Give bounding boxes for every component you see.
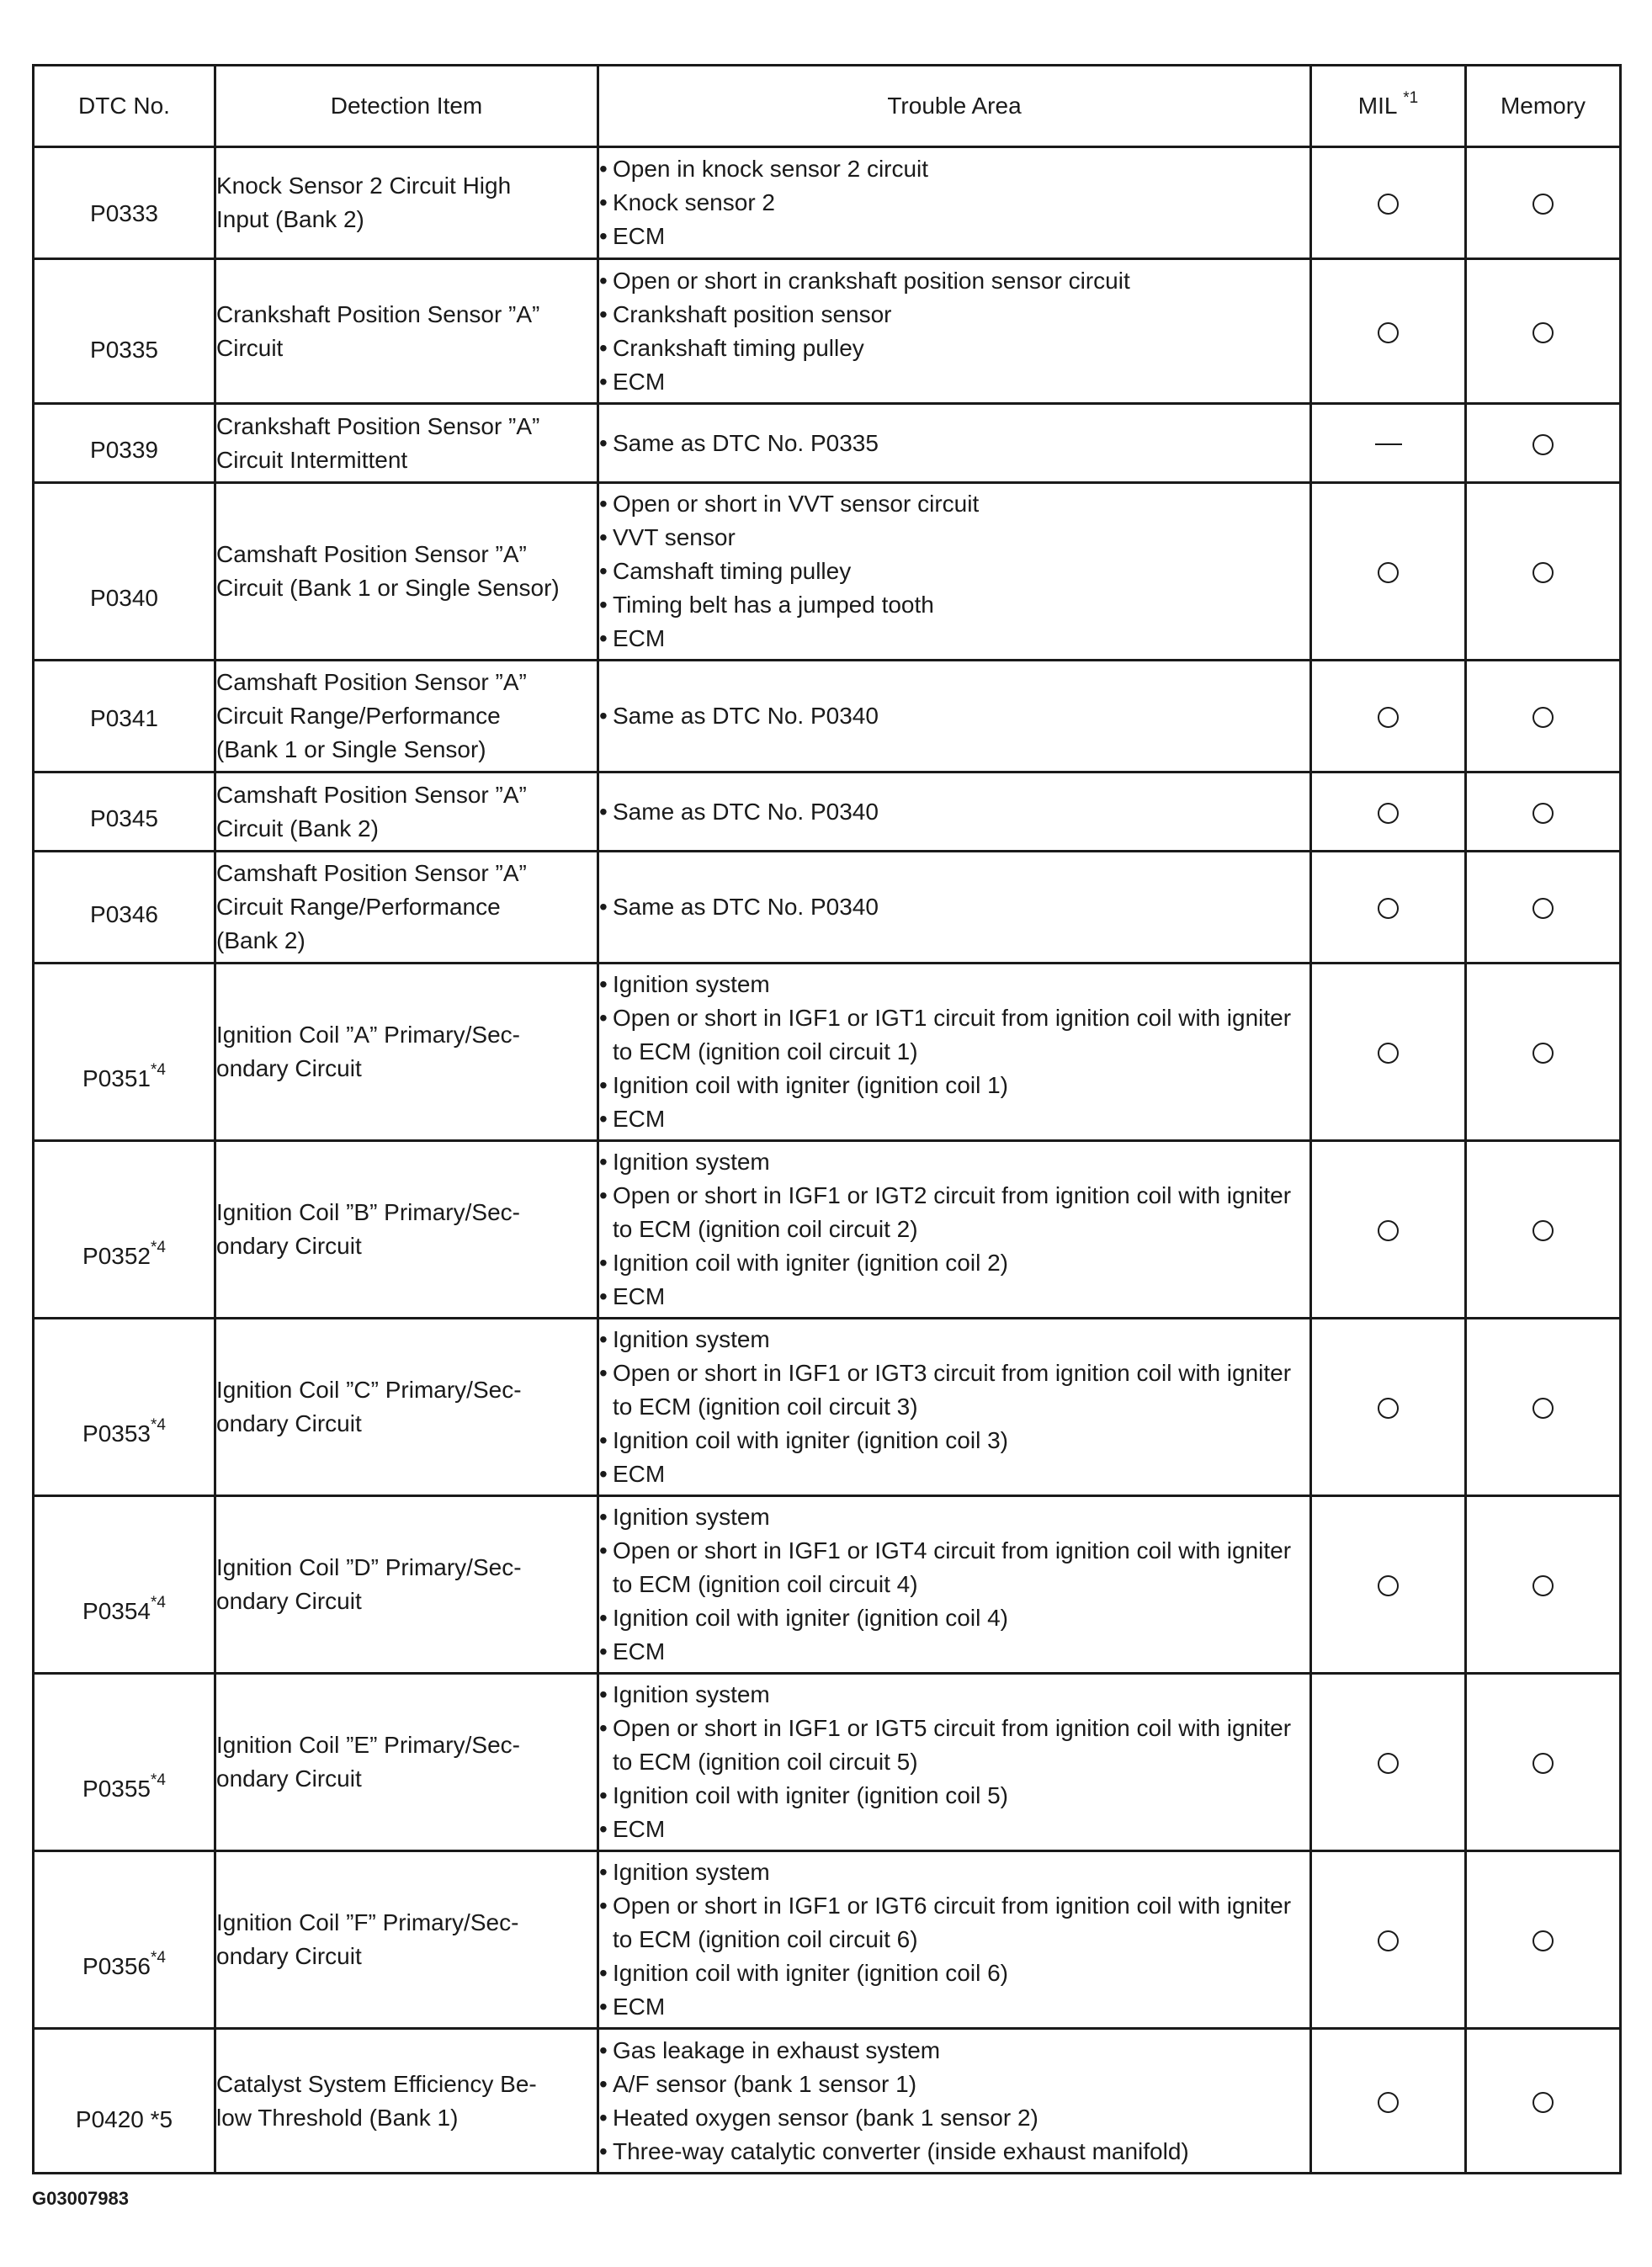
mil-circle-icon xyxy=(1378,707,1399,728)
trouble-area-cell xyxy=(598,964,1311,1141)
dtc-code-cell xyxy=(34,852,215,964)
dtc-code: P0352 xyxy=(82,1242,151,1269)
dtc-footnote: *4 xyxy=(151,1594,166,1612)
memory-cell xyxy=(1466,1674,1621,1851)
detection-item-line: Circuit (Bank 1 or Single Sensor) xyxy=(216,575,560,601)
memory-circle-icon xyxy=(1532,194,1554,215)
detection-item-cell xyxy=(215,1141,598,1319)
detection-item-line: Input (Bank 2) xyxy=(216,206,364,232)
detection-item-line: ondary Circuit xyxy=(216,1055,362,1081)
memory-circle-icon xyxy=(1532,2092,1554,2113)
detection-item-line: Ignition Coil ”B” Primary/Sec- xyxy=(216,1199,520,1225)
detection-item-line: Ignition Coil ”F” Primary/Sec- xyxy=(216,1909,519,1935)
trouble-area-cell xyxy=(598,259,1311,404)
trouble-area-item: • VVT sensor xyxy=(599,521,1309,555)
detection-item-cell xyxy=(215,1851,598,2029)
detection-item-cell xyxy=(215,147,598,259)
mil-cell xyxy=(1311,1319,1466,1496)
memory-cell xyxy=(1466,1141,1621,1319)
dtc-footnote: *4 xyxy=(151,1771,166,1790)
detection-item-line: Ignition Coil ”E” Primary/Sec- xyxy=(216,1732,520,1758)
memory-cell xyxy=(1466,404,1621,483)
memory-circle-icon xyxy=(1532,1043,1554,1064)
trouble-area-item: • Ignition system xyxy=(599,1856,1309,1889)
mil-cell xyxy=(1311,2029,1466,2174)
trouble-area-item: • ECM xyxy=(599,220,1309,253)
dtc-code: P0335 xyxy=(90,337,158,363)
mil-dash-icon xyxy=(1375,443,1402,445)
trouble-area-item: • Gas leakage in exhaust system xyxy=(599,2034,1309,2068)
detection-item-cell xyxy=(215,1674,598,1851)
trouble-area-item: • Same as DTC No. P0340 xyxy=(599,890,1309,924)
detection-item-line: Circuit Range/Performance xyxy=(216,894,501,920)
mil-cell xyxy=(1311,259,1466,404)
trouble-area-item: • Same as DTC No. P0340 xyxy=(599,699,1309,733)
detection-item-line: low Threshold (Bank 1) xyxy=(216,2104,459,2131)
trouble-area-item: • Three-way catalytic converter (inside exhaust manifold) xyxy=(599,2135,1309,2169)
mil-cell xyxy=(1311,404,1466,483)
dtc-code: P0346 xyxy=(90,900,158,927)
mil-cell xyxy=(1311,852,1466,964)
memory-circle-icon xyxy=(1532,1930,1554,1951)
detection-item-line: Crankshaft Position Sensor ”A” xyxy=(216,412,540,439)
memory-cell xyxy=(1466,1496,1621,1674)
memory-circle-icon xyxy=(1532,434,1554,455)
trouble-area-cell xyxy=(598,1141,1311,1319)
dtc-code-cell xyxy=(34,1319,215,1496)
detection-item-line: Circuit (Bank 2) xyxy=(216,815,379,841)
header-mil-label: MIL xyxy=(1357,93,1397,119)
trouble-area-item: • Ignition coil with igniter (ignition coil 4) xyxy=(599,1601,1309,1635)
dtc-code: P0420 *5 xyxy=(75,2106,173,2132)
trouble-area-item: • Camshaft timing pulley xyxy=(599,555,1309,588)
detection-item-line: Crankshaft Position Sensor ”A” xyxy=(216,300,540,327)
mil-circle-icon xyxy=(1378,1043,1399,1064)
dtc-code-cell xyxy=(34,404,215,483)
table-row xyxy=(34,1674,1621,1851)
memory-cell xyxy=(1466,1851,1621,2029)
dtc-code: P0341 xyxy=(90,705,158,731)
table-row xyxy=(34,1319,1621,1496)
mil-circle-icon xyxy=(1378,1575,1399,1596)
detection-item-cell xyxy=(215,2029,598,2174)
header-row xyxy=(34,66,1621,147)
trouble-area-item: • Open or short in IGF1 or IGT1 circuit from ignition coil with igniter to ECM (ignition coil circuit 1) xyxy=(599,1001,1309,1069)
trouble-area-item: • ECM xyxy=(599,1813,1309,1846)
detection-item-line: Ignition Coil ”C” Primary/Sec- xyxy=(216,1377,522,1403)
header-trouble-area: Trouble Area xyxy=(598,66,1311,147)
detection-item-line: (Bank 2) xyxy=(216,927,305,953)
memory-circle-icon xyxy=(1532,1753,1554,1774)
memory-circle-icon xyxy=(1532,803,1554,824)
trouble-area-cell xyxy=(598,483,1311,661)
trouble-area-cell xyxy=(598,661,1311,772)
dtc-code-cell xyxy=(34,1851,215,2029)
mil-circle-icon xyxy=(1378,898,1399,919)
detection-item-line: Camshaft Position Sensor ”A” xyxy=(216,860,527,886)
trouble-area-item: • Open or short in IGF1 or IGT2 circuit from ignition coil with igniter to ECM (ignition coil circuit 2) xyxy=(599,1179,1309,1246)
trouble-area-cell xyxy=(598,1319,1311,1496)
trouble-area-cell xyxy=(598,2029,1311,2174)
trouble-area-item: • Open or short in VVT sensor circuit xyxy=(599,487,1309,521)
mil-cell xyxy=(1311,147,1466,259)
dtc-code-cell xyxy=(34,1496,215,1674)
detection-item-line: ondary Circuit xyxy=(216,1410,362,1436)
trouble-area-item: • ECM xyxy=(599,365,1309,399)
mil-circle-icon xyxy=(1378,562,1399,583)
trouble-area-item: • Ignition system xyxy=(599,1145,1309,1179)
table-row xyxy=(34,2029,1621,2174)
dtc-footnote: *4 xyxy=(151,1416,166,1435)
trouble-area-item: • Ignition coil with igniter (ignition coil 6) xyxy=(599,1956,1309,1990)
trouble-area-item: • Open or short in IGF1 or IGT4 circuit from ignition coil with igniter to ECM (ignition coil circuit 4) xyxy=(599,1534,1309,1601)
dtc-footnote: *4 xyxy=(151,1949,166,1967)
figure-code: G03007983 xyxy=(32,2188,129,2209)
trouble-area-item: • Ignition system xyxy=(599,1500,1309,1534)
detection-item-cell xyxy=(215,483,598,661)
header-detection-item: Detection Item xyxy=(215,66,598,147)
detection-item-line: ondary Circuit xyxy=(216,1233,362,1259)
detection-item-line: Ignition Coil ”A” Primary/Sec- xyxy=(216,1022,520,1048)
detection-item-line: ondary Circuit xyxy=(216,1588,362,1614)
dtc-footnote: *4 xyxy=(151,1239,166,1257)
header-mil xyxy=(1311,66,1466,147)
mil-cell xyxy=(1311,1496,1466,1674)
trouble-area-item: • Ignition coil with igniter (ignition coil 5) xyxy=(599,1779,1309,1813)
detection-item-cell xyxy=(215,1496,598,1674)
memory-cell xyxy=(1466,2029,1621,2174)
trouble-area-cell xyxy=(598,1674,1311,1851)
table-body xyxy=(34,147,1621,2174)
dtc-code-cell xyxy=(34,964,215,1141)
trouble-area-item: • Ignition system xyxy=(599,1323,1309,1356)
table-row xyxy=(34,1496,1621,1674)
trouble-area-item: • ECM xyxy=(599,1990,1309,2024)
trouble-area-cell xyxy=(598,147,1311,259)
dtc-code: P0354 xyxy=(82,1597,151,1624)
dtc-code: P0355 xyxy=(82,1775,151,1802)
trouble-area-item: • Ignition coil with igniter (ignition coil 1) xyxy=(599,1069,1309,1102)
dtc-code: P0351 xyxy=(82,1064,151,1091)
trouble-area-item: • Ignition system xyxy=(599,1678,1309,1712)
memory-cell xyxy=(1466,852,1621,964)
table-row xyxy=(34,964,1621,1141)
table-row xyxy=(34,1851,1621,2029)
table-row xyxy=(34,259,1621,404)
detection-item-line: Catalyst System Efficiency Be- xyxy=(216,2070,537,2097)
trouble-area-item: • ECM xyxy=(599,1457,1309,1491)
trouble-area-item: • Ignition coil with igniter (ignition coil 2) xyxy=(599,1246,1309,1280)
dtc-code-cell xyxy=(34,661,215,772)
mil-cell xyxy=(1311,1674,1466,1851)
memory-cell xyxy=(1466,147,1621,259)
trouble-area-item: • ECM xyxy=(599,1102,1309,1136)
table-row xyxy=(34,661,1621,772)
trouble-area-cell xyxy=(598,852,1311,964)
detection-item-cell xyxy=(215,1319,598,1496)
mil-circle-icon xyxy=(1378,322,1399,343)
trouble-area-item: • Ignition system xyxy=(599,968,1309,1001)
trouble-area-item: • Open or short in IGF1 or IGT3 circuit from ignition coil with igniter to ECM (ignition coil circuit 3) xyxy=(599,1356,1309,1424)
memory-circle-icon xyxy=(1532,322,1554,343)
mil-cell xyxy=(1311,964,1466,1141)
detection-item-cell xyxy=(215,964,598,1141)
table-row xyxy=(34,772,1621,852)
trouble-area-item: • Ignition coil with igniter (ignition coil 3) xyxy=(599,1424,1309,1457)
detection-item-cell xyxy=(215,852,598,964)
dtc-code-cell xyxy=(34,772,215,852)
mil-circle-icon xyxy=(1378,1930,1399,1951)
trouble-area-item: • Same as DTC No. P0335 xyxy=(599,427,1309,460)
trouble-area-cell xyxy=(598,404,1311,483)
trouble-area-item: • Heated oxygen sensor (bank 1 sensor 2) xyxy=(599,2101,1309,2135)
dtc-code: P0356 xyxy=(82,1952,151,1979)
trouble-area-item: • Open in knock sensor 2 circuit xyxy=(599,152,1309,186)
memory-cell xyxy=(1466,661,1621,772)
dtc-code-cell xyxy=(34,483,215,661)
table-row xyxy=(34,147,1621,259)
trouble-area-item: • Knock sensor 2 xyxy=(599,186,1309,220)
memory-cell xyxy=(1466,259,1621,404)
detection-item-line: Camshaft Position Sensor ”A” xyxy=(216,781,527,808)
mil-circle-icon xyxy=(1378,194,1399,215)
mil-circle-icon xyxy=(1378,1753,1399,1774)
detection-item-line: ondary Circuit xyxy=(216,1765,362,1792)
memory-cell xyxy=(1466,1319,1621,1496)
mil-cell xyxy=(1311,483,1466,661)
dtc-code: P0339 xyxy=(90,437,158,463)
detection-item-cell xyxy=(215,259,598,404)
mil-circle-icon xyxy=(1378,1398,1399,1419)
table-row xyxy=(34,404,1621,483)
memory-cell xyxy=(1466,483,1621,661)
mil-cell xyxy=(1311,1141,1466,1319)
dtc-table xyxy=(32,64,1622,2174)
detection-item-line: ondary Circuit xyxy=(216,1943,362,1969)
mil-cell xyxy=(1311,772,1466,852)
dtc-code: P0345 xyxy=(90,805,158,831)
detection-item-cell xyxy=(215,404,598,483)
memory-circle-icon xyxy=(1532,562,1554,583)
dtc-code: P0353 xyxy=(82,1420,151,1447)
trouble-area-item: • Open or short in IGF1 or IGT6 circuit from ignition coil with igniter to ECM (ignition coil circuit 6) xyxy=(599,1889,1309,1956)
mil-cell xyxy=(1311,661,1466,772)
trouble-area-item: • ECM xyxy=(599,1280,1309,1314)
detection-item-line: Knock Sensor 2 Circuit High xyxy=(216,173,512,199)
memory-cell xyxy=(1466,772,1621,852)
detection-item-line: (Bank 1 or Single Sensor) xyxy=(216,736,486,762)
detection-item-cell xyxy=(215,661,598,772)
trouble-area-item: • ECM xyxy=(599,1635,1309,1669)
trouble-area-cell xyxy=(598,1851,1311,2029)
table-row xyxy=(34,852,1621,964)
trouble-area-cell xyxy=(598,772,1311,852)
dtc-code-cell xyxy=(34,1141,215,1319)
trouble-area-item: • Crankshaft timing pulley xyxy=(599,332,1309,365)
dtc-code-cell xyxy=(34,259,215,404)
trouble-area-cell xyxy=(598,1496,1311,1674)
detection-item-line: Camshaft Position Sensor ”A” xyxy=(216,669,527,695)
detection-item-cell xyxy=(215,772,598,852)
header-memory: Memory xyxy=(1466,66,1621,147)
memory-circle-icon xyxy=(1532,1398,1554,1419)
dtc-code-cell xyxy=(34,147,215,259)
memory-circle-icon xyxy=(1532,1220,1554,1241)
trouble-area-item: • Same as DTC No. P0340 xyxy=(599,795,1309,829)
detection-item-line: Circuit xyxy=(216,334,284,361)
dtc-code: P0340 xyxy=(90,584,158,611)
trouble-area-item: • Open or short in crankshaft position sensor circuit xyxy=(599,264,1309,298)
mil-circle-icon xyxy=(1378,2092,1399,2113)
dtc-code-cell xyxy=(34,2029,215,2174)
dtc-code-cell xyxy=(34,1674,215,1851)
trouble-area-item: • Timing belt has a jumped tooth xyxy=(599,588,1309,622)
trouble-area-item: • Open or short in IGF1 or IGT5 circuit from ignition coil with igniter to ECM (ignition coil circuit 5) xyxy=(599,1712,1309,1779)
trouble-area-item: • A/F sensor (bank 1 sensor 1) xyxy=(599,2068,1309,2101)
detection-item-line: Circuit Range/Performance xyxy=(216,703,501,729)
memory-circle-icon xyxy=(1532,898,1554,919)
dtc-code: P0333 xyxy=(90,199,158,226)
table-row xyxy=(34,1141,1621,1319)
memory-circle-icon xyxy=(1532,707,1554,728)
mil-circle-icon xyxy=(1378,803,1399,824)
trouble-area-item: • ECM xyxy=(599,622,1309,656)
dtc-footnote: *4 xyxy=(151,1061,166,1080)
detection-item-line: Camshaft Position Sensor ”A” xyxy=(216,541,527,567)
mil-circle-icon xyxy=(1378,1220,1399,1241)
mil-cell xyxy=(1311,1851,1466,2029)
table-row xyxy=(34,483,1621,661)
memory-circle-icon xyxy=(1532,1575,1554,1596)
trouble-area-item: • Crankshaft position sensor xyxy=(599,298,1309,332)
detection-item-line: Circuit Intermittent xyxy=(216,446,408,473)
header-dtc: DTC No. xyxy=(34,66,215,147)
detection-item-line: Ignition Coil ”D” Primary/Sec- xyxy=(216,1554,522,1580)
header-mil-note: *1 xyxy=(1403,88,1419,107)
memory-cell xyxy=(1466,964,1621,1141)
